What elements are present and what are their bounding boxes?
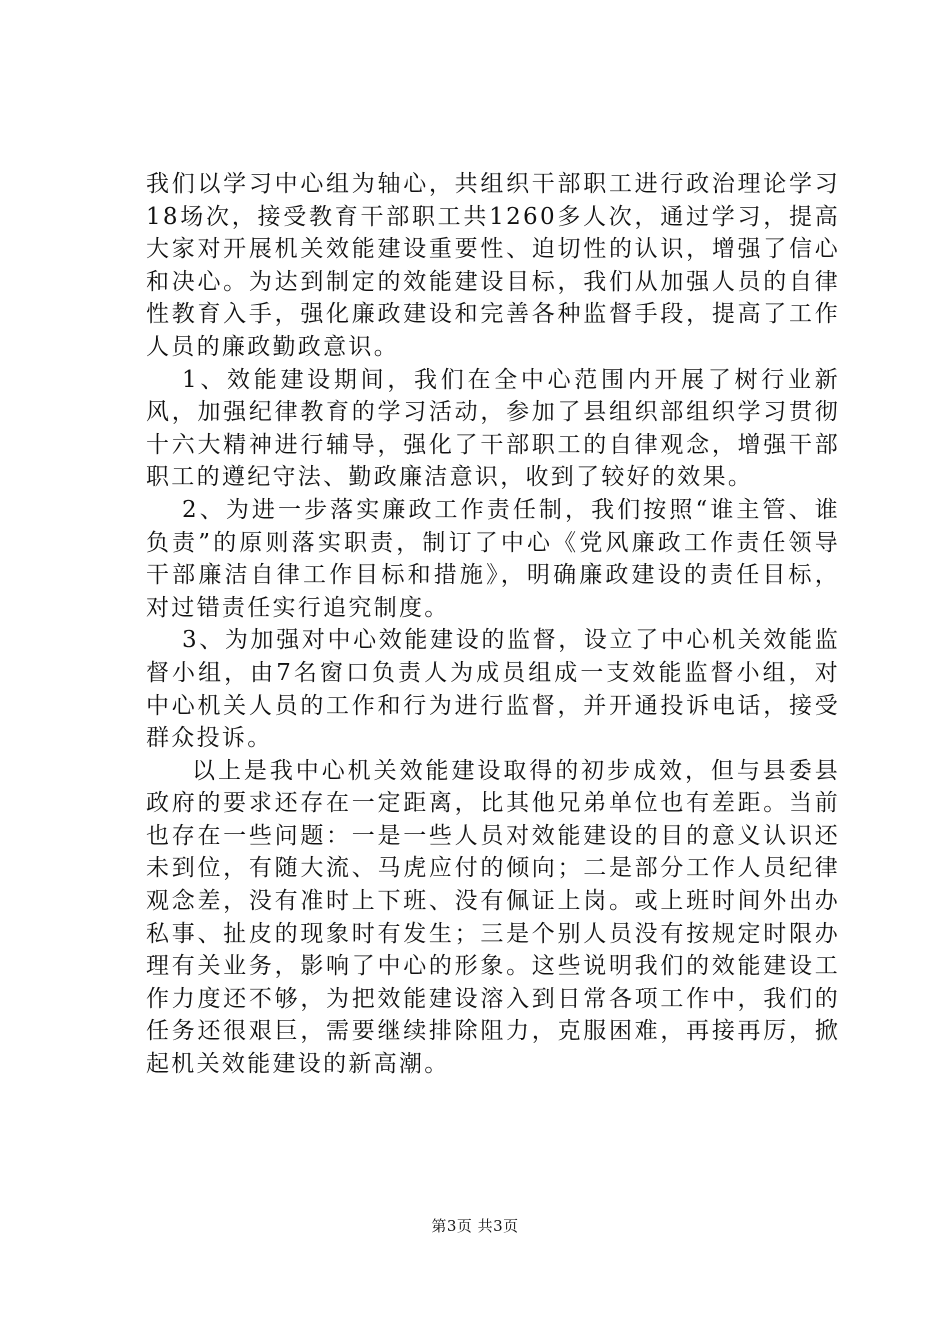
paragraph-item-1: 1、效能建设期间，我们在全中心范围内开展了树行业新风，加强纪律教育的学习活动，参加了县组织部组织学习贯彻十六大精神进行辅导，强化了干部职工的自律观念，增强干部职工的遵纪守法、勤政廉洁意识，收到了较好的效果。: [146, 366, 840, 491]
page-footer: [0, 1215, 950, 1236]
paragraph-item-3: 3、为加强对中心效能建设的监督，设立了中心机关效能监督小组，由7名窗口负责人为成员组成一支效能监督小组，对中心机关人员的工作和行为进行监督，并开通投诉电话，接受群众投诉。: [146, 627, 840, 752]
paragraph-learning-summary: 我们以学习中心组为轴心，共组织干部职工进行政治理论学习18场次，接受教育干部职工共1260多人次，通过学习，提高大家对开展机关效能建设重要性、迫切性的认识，增强了信心和决心。为达到制定的效能建设目标，我们从加强人员的自律性教育入手，强化廉政建设和完善各种监督手段，提高了工作人员的廉政勤政意识。: [146, 171, 840, 360]
paragraph-conclusion: 以上是我中心机关效能建设取得的初步成效，但与县委县政府的要求还存在一定距离，比其他兄弟单位也有差距。当前也存在一些问题：一是一些人员对效能建设的目的意义认识还未到位，有随大流、马虎应付的倾向；二是部分工作人员纪律观念差，没有准时上下班、没有佩证上岗。或上班时间外出办私事、扯皮的现象时有发生；三是个别人员没有按规定时限办理有关业务，影响了中心的形象。这些说明我们的效能建设工作力度还不够，为把效能建设溶入到日常各项工作中，我们的任务还很艰巨，需要继续排除阻力，克服困难，再接再厉，掀起机关效能建设的新高潮。: [146, 757, 840, 1078]
document-body: [146, 168, 840, 1081]
paragraph-item-2: 2、为进一步落实廉政工作责任制，我们按照“谁主管、谁负责”的原则落实职责，制订了中心《党风廉政工作责任领导干部廉洁自律工作目标和措施》，明确廉政建设的责任目标，对过错责任实行追究制度。: [146, 496, 840, 621]
page-number-label: 第3页 共3页: [431, 1217, 519, 1235]
